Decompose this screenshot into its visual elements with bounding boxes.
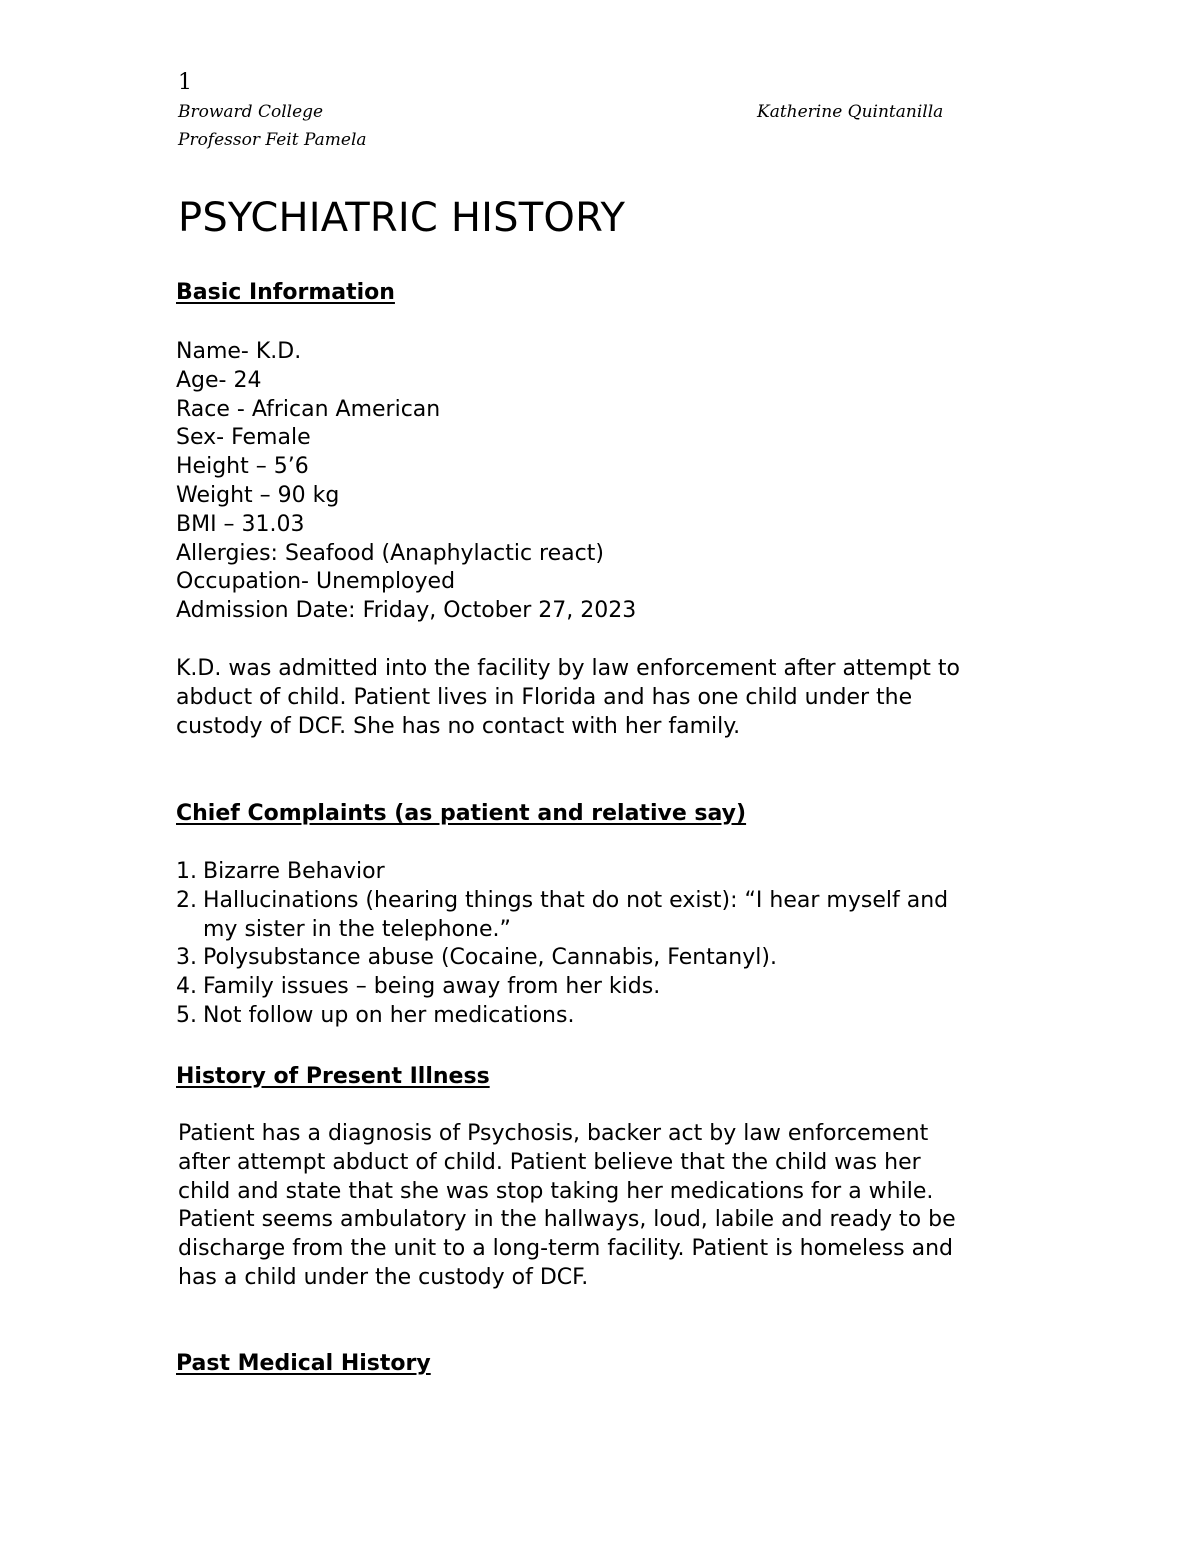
- paragraph-line: has a child under the custody of DCF.: [178, 1264, 589, 1290]
- list-item-text: Not follow up on her medications.: [203, 1002, 575, 1028]
- chief-complaints-heading: Chief Complaints (as patient and relative say): [176, 801, 747, 826]
- list-item-text: Polysubstance abuse (Cocaine, Cannabis, Fentanyl).: [203, 945, 777, 971]
- paragraph-line: discharge from the unit to a long-term facility. Patient is homeless and: [178, 1236, 953, 1262]
- list-item: Weight – 90 kg: [176, 482, 340, 508]
- list-item: Allergies: Seafood (Anaphylactic react): [176, 540, 604, 566]
- history-present-illness-heading: History of Present Illness: [176, 1064, 490, 1089]
- list-item: Admission Date: Friday, October 27, 2023: [176, 598, 637, 624]
- list-item: Height – 5’6: [176, 454, 309, 480]
- paragraph-line: child and state that she was stop taking her medications for a while.: [178, 1178, 934, 1204]
- paragraph-line: Patient seems ambulatory in the hallways, loud, labile and ready to be: [178, 1207, 956, 1233]
- college-name: Broward College: [178, 102, 324, 122]
- past-medical-history-heading: Past Medical History: [176, 1351, 431, 1376]
- chief-complaints-list: [176, 858, 948, 1031]
- list-item: [176, 887, 948, 945]
- list-item: Age- 24: [176, 367, 262, 393]
- paragraph-line: K.D. was admitted into the facility by law enforcement after attempt to: [176, 656, 960, 681]
- list-number: 2.: [176, 887, 197, 913]
- list-item: Race - African American: [176, 396, 441, 422]
- basic-information-list: [176, 338, 636, 626]
- list-item: [176, 858, 948, 887]
- paragraph-line: custody of DCF. She has no contact with her family.: [176, 713, 741, 739]
- list-item: BMI – 31.03: [176, 511, 305, 537]
- admission-paragraph: [176, 655, 960, 741]
- list-item: [176, 944, 948, 973]
- list-item: Sex- Female: [176, 425, 311, 451]
- basic-information-heading: Basic Information: [176, 280, 395, 305]
- list-item-text: my sister in the telephone.”: [203, 916, 511, 942]
- list-number: 5.: [176, 1002, 197, 1028]
- paragraph-line: abduct of child. Patient lives in Florida and has one child under the: [176, 684, 913, 710]
- professor-name: Professor Feit Pamela: [178, 130, 367, 150]
- list-number: 3.: [176, 945, 197, 971]
- list-number: 1.: [176, 859, 197, 884]
- list-number: 4.: [176, 974, 197, 1000]
- list-item: Occupation- Unemployed: [176, 569, 456, 595]
- page-number: 1: [178, 70, 192, 95]
- list-item-text: Hallucinations (hearing things that do not exist): “I hear myself and: [203, 887, 949, 913]
- author-name: Katherine Quintanilla: [757, 102, 944, 122]
- document-title: PSYCHIATRIC HISTORY: [178, 195, 626, 241]
- list-item: Name- K.D.: [176, 339, 302, 364]
- list-item-text: Family issues – being away from her kids.: [203, 974, 661, 1000]
- list-item-text: Bizarre Behavior: [203, 859, 385, 884]
- paragraph-line: after attempt abduct of child. Patient believe that the child was her: [178, 1149, 921, 1175]
- list-item: [176, 973, 948, 1002]
- history-present-illness-paragraph: [178, 1120, 956, 1293]
- list-item: [176, 1002, 948, 1031]
- paragraph-line: Patient has a diagnosis of Psychosis, backer act by law enforcement: [178, 1121, 929, 1146]
